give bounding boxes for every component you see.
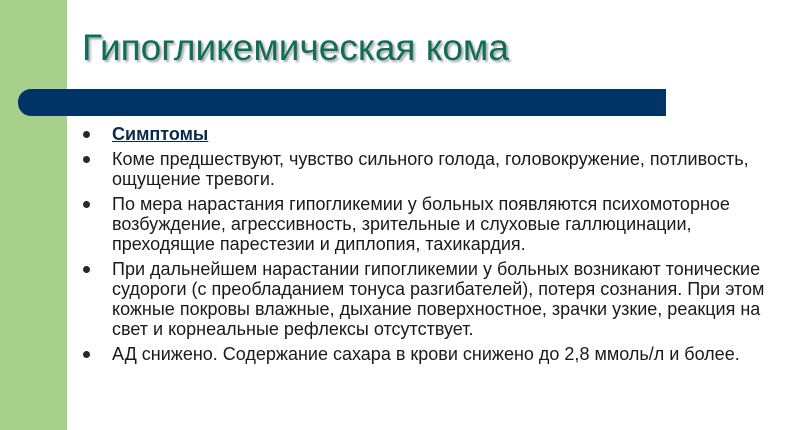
bullet-dot-icon — [83, 266, 90, 273]
title-divider-bar — [18, 89, 666, 116]
bullet-dot-icon — [83, 351, 90, 358]
bullet-text: АД снижено. Содержание сахара в крови снижено до 2,8 ммоль/л и более. — [112, 344, 740, 364]
section-heading: Симптомы — [112, 124, 209, 144]
left-accent-band — [0, 0, 67, 430]
bullet-text: Коме предшествуют, чувство сильного голода, головокружение, потливость, ощущение тревоги. — [112, 149, 749, 189]
bullet-item — [82, 259, 772, 339]
bullet-list — [82, 124, 772, 369]
bullet-text: По мера нарастания гипогликемии у больных появляются психомоторное возбуждение, агрессивность, зрительные и слуховые галлюцинации, преходящие парестезии и диплопия, тахикардия. — [112, 194, 730, 254]
bullet-dot-icon — [83, 131, 90, 138]
bullet-text: При дальнейшем нарастании гипогликемии у больных возникают тонические судороги (с преобладанием тонуса разгибателей), потеря сознания. При этом кожные покровы влажные, дыхание поверхностное, зрачки узкие, реакция на свет и корнеальные рефлексы отсутствует. — [112, 259, 765, 339]
bullet-item — [82, 149, 772, 189]
bullet-item — [82, 344, 772, 364]
bullet-dot-icon — [83, 201, 90, 208]
slide-title: Гипогликемическая кома — [82, 27, 509, 68]
bullet-dot-icon — [83, 156, 90, 163]
bullet-item — [82, 194, 772, 254]
bullet-item-symptoms-heading — [82, 124, 772, 144]
